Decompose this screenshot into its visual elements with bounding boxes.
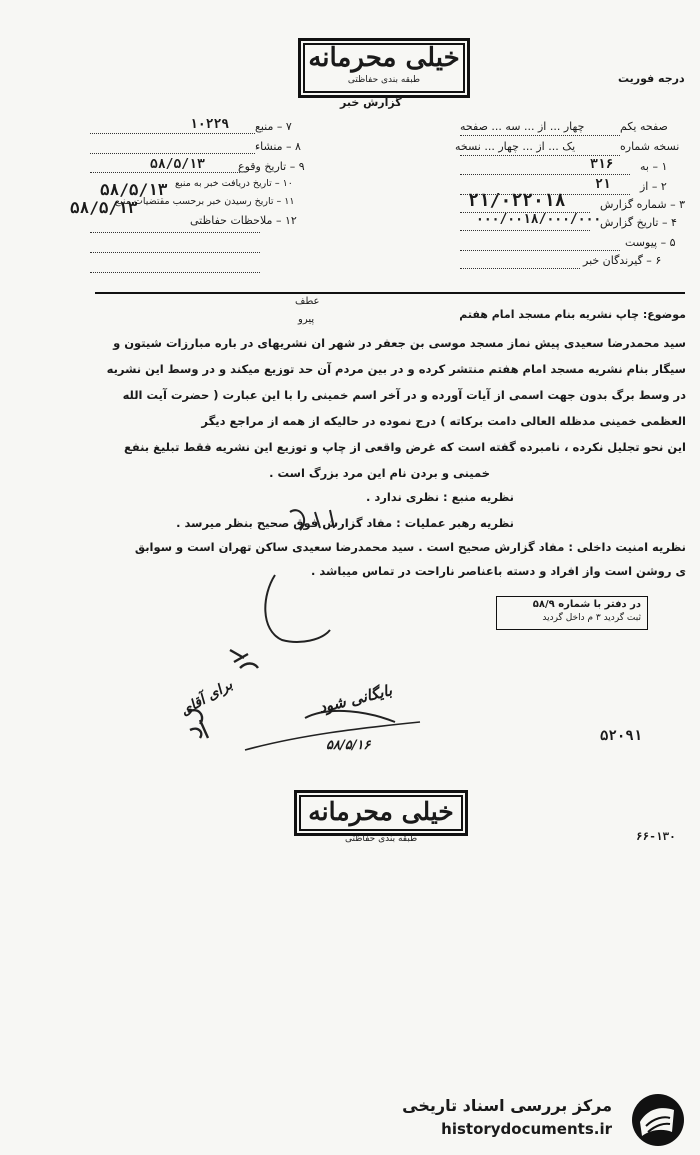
archive-number: ۵۲۰۹۱ — [600, 728, 643, 744]
body-line-0: سید محمدرضا سعیدی پیش نماز مسجد موسی بن جعفر در شهر ان نشریهای در باره مبارزات شیتون و — [113, 336, 686, 350]
bottom-classification-stamp — [294, 790, 468, 836]
handwritten-note: برای آقای — [177, 676, 236, 720]
header-left-value-0: ۱۰۲۲۹ — [190, 117, 230, 132]
stamp-subtitle: طبقه بندی حفاظتی — [347, 75, 421, 85]
header-left-value-3: ۵۸/۵/۱۳ — [100, 180, 168, 199]
subject-line: موضوع: چاپ نشریه بنام مسجد امام هفتم — [459, 308, 686, 321]
header-right-value-5: ۰۰۰/۰۰۱۸/۰۰۰/۰۰۰ — [476, 212, 602, 227]
registration-line-1: در دفتر با شماره ۵۸/۹ — [532, 599, 641, 610]
body-line-5: خمینی و بردن نام این مرد بزرگ است . — [269, 466, 490, 480]
handwritten-date: ۵۸/۵/۱۶ — [326, 738, 371, 753]
header-left-label-0: ۷ – منبع — [255, 120, 292, 133]
header-right-label-1: نسخه شماره — [620, 140, 680, 153]
watermark-title: مرکز بررسی اسناد تاریخی — [402, 1096, 612, 1115]
header-right-label-3: ۲ – از — [640, 180, 667, 193]
stamp-title: خیلی محرمانه — [308, 43, 460, 73]
report-title: گزارش خبر — [340, 96, 402, 109]
header-left-value-2: ۵۸/۵/۱۳ — [150, 157, 205, 172]
header-right-label-7: ۶ – گیرندگان خبر — [583, 254, 662, 267]
bottom-stamp-title: خیلی محرمانه — [308, 797, 454, 826]
header-right-label-6: ۵ – پیوست — [625, 236, 676, 249]
book-logo-icon — [626, 1092, 690, 1148]
header-right-label-5: ۴ – تاریخ گزارش — [600, 216, 677, 229]
watermark-url: historydocuments.ir — [441, 1120, 612, 1138]
registration-line-2: ثبت گردید ۳ م داخل گردید — [542, 613, 641, 623]
header-left-label-2: ۹ – تاریخ وقوع — [238, 160, 305, 173]
body-line-2: در وسط برگ بدون جهت اسمی از آیات آورده و در آخر اسم خمینی را با این عبارت ( حضرت آیت الله — [122, 388, 686, 402]
body-line-3: العظمی خمینی مدظله العالی دامت برکاته ) درج نموده در حالیکه از همه از مراجع دیگر — [201, 414, 686, 428]
priority-label: درجه فوریت — [618, 72, 685, 85]
header-left-value-4: ۵۸/۵/۱۳ — [70, 198, 138, 217]
header-right-label-0: صفحه یکم — [620, 120, 668, 133]
note-security: نظریه امنیت داخلی : مفاد گزارش صحیح است . سید محمدرضا سعیدی ساکن تهران است و سوابق — [134, 540, 686, 554]
header-right-label-2: ۱ – به — [640, 160, 668, 173]
handwritten-archive-note: بایگانی شود — [316, 681, 394, 717]
header-left-label-4: ۱۱ – تاریخ رسیدن خبر برحسب مقتضیات منبع — [115, 196, 295, 207]
follow-label: پیرو — [298, 314, 315, 325]
header-left-label-3: ۱۰ – تاریخ دریافت خبر به منبع — [175, 178, 293, 189]
watermark — [402, 1090, 690, 1150]
note-source: نظریه منبع : نظری ندارد . — [366, 490, 514, 504]
bottom-stamp-subtitle: طبقه بندی حفاظتی — [345, 834, 418, 844]
note-security-cont: ی روشن است واز افراد و دسته باعناصر ناراحت در تماس میباشد . — [311, 564, 686, 578]
header-right-value-1: یک ... از ... چهار ... نسخه — [455, 140, 576, 153]
body-line-1: سیگار بنام نشریه مسجد امام هفتم منتشر کرده و در بین مردم آن حد توزیع میکند و در وسط این نشریه — [106, 362, 686, 376]
header-right-value-3: ۲۱ — [595, 177, 611, 192]
header-right-value-0: چهار ... از ... سه ... صفحه — [460, 120, 585, 133]
note-operations: نظریه رهبر عملیات : مفاد گزارش فوق صحیح بنظر میرسد . — [176, 516, 514, 530]
body-line-4: این نحو تجلیل نکرده ، نامبرده گفته است که غرض واقعی از چاپ و توزیع این نشریه فقط تبلیغ بنفع — [123, 440, 686, 454]
header-right-label-4: ۳ – شماره گزارش — [600, 198, 686, 211]
page-code: ۶۶-۱۳۰ — [636, 830, 676, 843]
header-left-label-5: ۱۲ – ملاحظات حفاظتی — [190, 214, 297, 227]
header-right-value-2: ۳۱۶ — [590, 157, 614, 172]
ref-label: عطف — [295, 296, 320, 307]
header-left-label-1: ۸ – منشاء — [255, 140, 301, 153]
header-right-value-4: ۲۱/۰۲۲۰۱۸ — [468, 190, 566, 211]
